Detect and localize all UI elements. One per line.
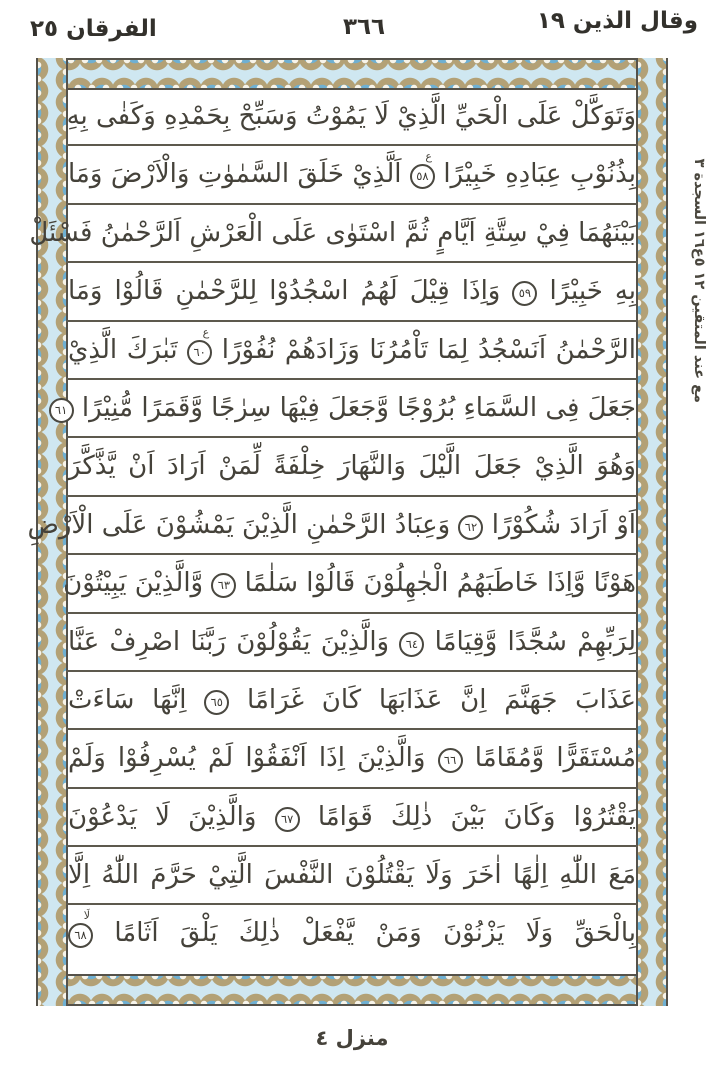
page-number-label: ٣٦٦ xyxy=(342,14,386,40)
ayah-text: وَهُوَ الَّذِيْ جَعَلَ الَّيْلَ وَالنَّهَارَ خِلْفَةً لِّمَنْ اَرَادَ اَنْ يَّذَّكَّرَ xyxy=(68,451,636,482)
ayah-text: يَقْتُرُوْا وَكَانَ بَيْنَ ذٰلِكَ قَوَامًا xyxy=(317,801,636,832)
juz-name-label: وقال الذين ١٩ xyxy=(536,8,698,34)
margin-note-sajdah: مع عند المتقين ١٢ ٥ع١٦ السجدة ٣ xyxy=(691,158,707,403)
ayah-text: تَبٰرَكَ الَّذِيْ xyxy=(68,334,178,365)
quran-text-line xyxy=(63,555,638,613)
quran-frame xyxy=(27,58,668,1006)
ayah-text: اَلَّذِيْ خَلَقَ السَّمٰوٰتِ وَالْاَرْضَ وَمَا xyxy=(68,159,402,190)
quran-text-line xyxy=(66,847,638,905)
ayah-text: بِالْحَقِّ وَلَا يَزْنُوْنَ وَمَنْ يَّفْعَلْ ذٰلِكَ يَلْقَ اَثَامًا xyxy=(114,918,637,949)
text-block xyxy=(27,88,638,976)
quran-text-line xyxy=(54,380,638,438)
ayah-text: بِهِ خَبِيْرًا xyxy=(549,276,636,307)
verse-number-marker: ٥٩ xyxy=(512,281,537,306)
ayah-text: وَتَوَكَّلْ عَلَى الْحَيِّ الَّذِيْ لَا يَمُوْتُ وَسَبِّحْ بِحَمْدِهِ وَكَفٰى بِهِ xyxy=(66,101,636,131)
quran-text-line xyxy=(27,497,638,555)
quran-text-line xyxy=(66,263,638,321)
quran-text-line xyxy=(66,789,638,847)
ornamental-border-top xyxy=(36,58,668,90)
ayah-text: بِذُنُوْبِ عِبَادِهِ خَبِيْرًا xyxy=(443,159,636,190)
waqf-mark: ع xyxy=(202,325,210,339)
page-header xyxy=(30,6,698,50)
ornamental-border-bottom xyxy=(36,974,668,1006)
ayah-text: الرَّحْمٰنُ اَنَسْجُدُ لِمَا تَاْمُرُنَا وَزَادَهُمْ نُفُوْرًا xyxy=(221,334,637,365)
ayah-text: جَعَلَ فِى السَّمَاءِ بُرُوْجًا وَّجَعَلَ فِيْهَا سِرٰجًا وَّقَمَرًا مُّنِيْرًا xyxy=(81,392,636,423)
footer-manzil-label: منزل ٤ xyxy=(315,1026,389,1050)
verse-number-marker: ٦٢ xyxy=(458,515,483,540)
quran-text-line xyxy=(66,905,638,963)
verse-number-marker: ٦٤ xyxy=(399,632,424,657)
quran-text-line xyxy=(66,322,638,380)
ayah-text: لِرَبِّهِمْ سُجَّدًا وَّقِيَامًا xyxy=(434,626,637,657)
ayah-text: بَيْنَهُمَا فِيْ سِتَّةِ اَيَّامٍ ثُمَّ اسْتَوٰى عَلَى الْعَرْشِ اَلرَّحْمٰنُ فَسْئَلْ xyxy=(29,217,636,248)
quran-text-line xyxy=(66,614,638,672)
ayah-text: عَذَابَ جَهَنَّمَ اِنَّ عَذَابَهَا كَانَ غَرَامًا xyxy=(247,684,637,715)
verse-number-marker: ٦٠ ع xyxy=(187,340,212,365)
waqf-mark: ع xyxy=(425,150,432,164)
ayah-text: مَعَ اللّٰهِ اِلٰهًا اٰخَرَ وَلَا يَقْتُلُوْنَ النَّفْسَ الَّتِيْ حَرَّمَ اللّٰهُ اِلَّا xyxy=(68,860,636,891)
quran-text-line xyxy=(66,438,638,496)
ayah-text: هَوْنًا وَّاِذَا خَاطَبَهُمُ الْجٰهِلُوْنَ قَالُوْا سَلٰمًا xyxy=(244,568,636,599)
ayah-text: مُسْتَقَرًّا وَّمُقَامًا xyxy=(474,743,637,774)
ayah-text: وَعِبَادُ الرَّحْمٰنِ الَّذِيْنَ يَمْشُوْنَ عَلَى الْاَرْضِ xyxy=(27,509,451,540)
ayah-text: اِنَّهَا سَاءَتْ xyxy=(68,684,187,715)
verse-number-marker: ٦٣ xyxy=(211,573,236,598)
quran-text-line xyxy=(66,730,638,788)
quran-text-line xyxy=(66,146,638,204)
verse-number-marker: ٦٦ xyxy=(438,748,463,773)
verse-number-marker: ٦٨ لَا xyxy=(68,923,93,948)
ornamental-border-right xyxy=(636,58,668,1006)
ayah-text: وَالَّذِيْنَ اِذَا اَنْفَقُوْا لَمْ يُسْرِفُوْا وَلَمْ xyxy=(68,743,426,774)
ayah-text: وَاِذَا قِيْلَ لَهُمُ اسْجُدُوْا لِلرَّحْمٰنِ قَالُوْا وَمَا xyxy=(68,276,501,307)
ayah-text: وَالَّذِيْنَ يَقُوْلُوْنَ رَبَّنَا اصْرِفْ عَنَّا xyxy=(68,626,390,657)
quran-text-line xyxy=(66,672,638,730)
verse-number-marker: ٦٥ xyxy=(204,690,229,715)
ayah-text: اَوْ اَرَادَ شُكُوْرًا xyxy=(491,509,636,540)
verse-number-marker: ٥٨ ع xyxy=(410,164,435,189)
quran-text-line xyxy=(66,88,638,146)
quran-text-line xyxy=(29,205,638,263)
verse-number-marker: ٦٧ xyxy=(275,807,300,832)
ayah-text: وَّالَّذِيْنَ يَبِيْتُوْنَ xyxy=(63,568,204,599)
waqf-mark: لَا xyxy=(83,909,90,923)
ayah-text: وَالَّذِيْنَ لَا يَدْعُوْنَ xyxy=(68,801,257,832)
surah-name-label: الفرقان ٢٥ xyxy=(30,16,157,42)
verse-number-marker: ٦١ xyxy=(49,398,74,423)
